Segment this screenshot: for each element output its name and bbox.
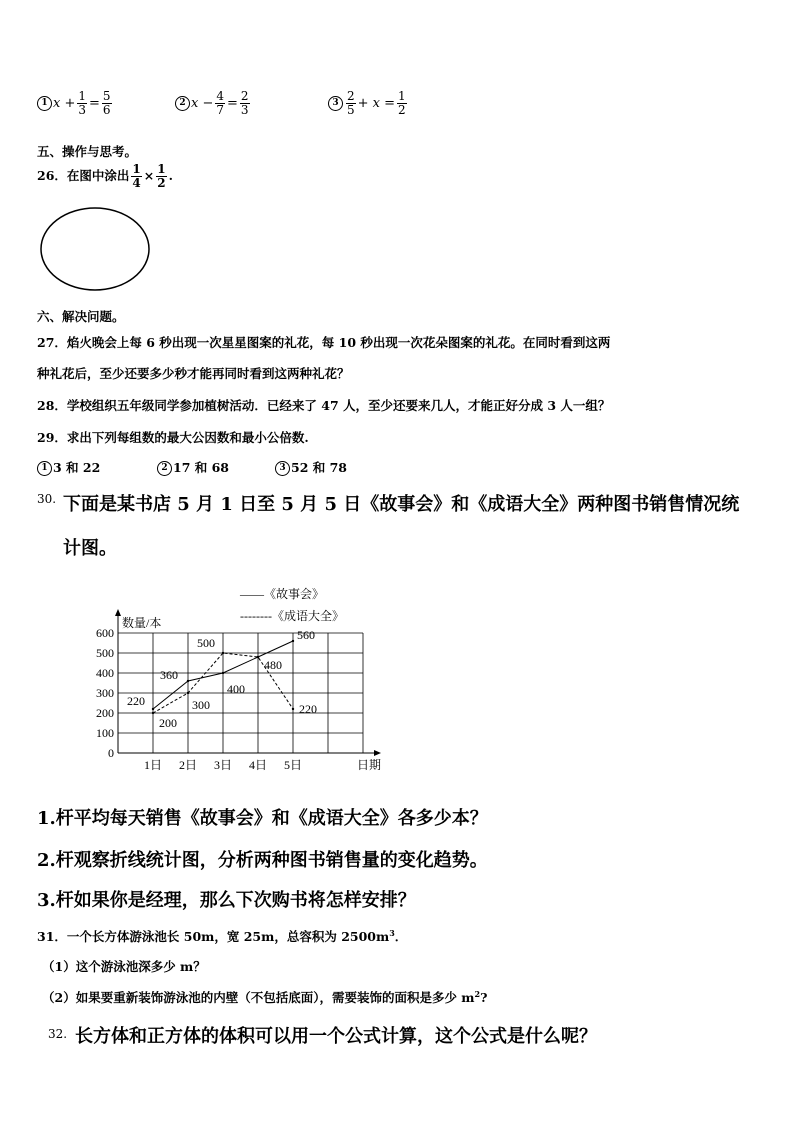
eq-mid: = xyxy=(89,96,100,111)
section-6-heading: 六、解决问题。 xyxy=(37,309,125,324)
eq-mid: = xyxy=(227,96,238,111)
y-tick-label: 300 xyxy=(96,686,114,700)
y-tick-label: 600 xyxy=(96,626,114,640)
data-label: 360 xyxy=(160,668,178,682)
data-label: 220 xyxy=(127,694,145,708)
series-point xyxy=(152,708,154,710)
x-axis-label: 日期 xyxy=(357,758,382,772)
section-5-heading: 五、操作与思考。 xyxy=(37,144,138,159)
question-30-line1: 下面是某书店 5 月 1 日至 5 月 5 日《故事会》和《成语大全》两种图书销售情况统 xyxy=(63,494,740,515)
equation-2 xyxy=(175,90,252,117)
ellipse-figure xyxy=(38,205,153,295)
series-point xyxy=(187,680,189,682)
data-label: 500 xyxy=(197,636,215,650)
question-31-part1: （1）这个游泳池深多少 m？ xyxy=(42,959,206,974)
question-30-line2: 计图。 xyxy=(63,538,117,559)
question-26: 26．在图中涂出 $\frac{1}{4}$ × $\frac{1}{2}$ . xyxy=(37,162,173,190)
q30-number: 30. xyxy=(37,492,57,506)
eq-pre: x + xyxy=(53,96,76,111)
series-point xyxy=(152,712,154,714)
q29-item-3: 3 52 和 78 xyxy=(275,458,347,476)
question-32: 长方体和正方体的体积可以用一个公式计算，这个公式是什么呢？ xyxy=(75,1026,597,1047)
number-badge: 1 xyxy=(37,461,52,476)
equation-3 xyxy=(328,90,409,117)
x-axis-arrow xyxy=(374,750,381,756)
series-point xyxy=(292,640,294,642)
q29-item-2: 2 17 和 68 xyxy=(157,458,229,476)
data-label: 480 xyxy=(264,658,282,672)
data-label: 220 xyxy=(299,702,317,716)
line-chart xyxy=(80,580,400,775)
number-badge: 2 xyxy=(157,461,172,476)
fraction: $\frac{1}{3}$ xyxy=(78,89,86,117)
number-badge: 1 xyxy=(37,96,52,111)
y-tick-label: 200 xyxy=(96,706,114,720)
q26-prefix: 26．在图中涂出 xyxy=(37,168,130,183)
y-tick-label: 0 xyxy=(108,746,114,760)
legend-entry: --------《成语大全》 xyxy=(240,609,344,623)
y-tick-label: 100 xyxy=(96,726,114,740)
y-tick-label: 400 xyxy=(96,666,114,680)
eq-pre: x − xyxy=(191,96,214,111)
fraction: $\frac{1}{2}$ xyxy=(398,89,406,117)
question-29: 29．求出下列每组数的最大公因数和最小公倍数. xyxy=(37,430,309,445)
fraction: $\frac{1}{4}$ xyxy=(132,162,141,190)
fraction: $\frac{4}{7}$ xyxy=(216,89,224,117)
eq-mid: + x = xyxy=(357,96,396,111)
x-tick-label: 3日 xyxy=(213,758,233,772)
sub-question-3: 3.杆如果你是经理，那么下次购书将怎样安排？ xyxy=(37,890,416,911)
y-tick-label: 500 xyxy=(96,646,114,660)
x-tick-label: 5日 xyxy=(283,758,303,772)
data-label: 200 xyxy=(159,716,177,730)
fraction: $\frac{2}{3}$ xyxy=(240,89,249,117)
y-axis-arrow xyxy=(115,609,121,616)
question-27-line2: 种礼花后，至少还要多少秒才能再同时看到这两种礼花？ xyxy=(37,366,350,381)
chart-legend xyxy=(239,586,344,623)
series-point xyxy=(292,708,294,710)
series-point xyxy=(222,652,224,654)
data-label: 400 xyxy=(227,682,245,696)
sub-question-1: 1.杆平均每天销售《故事会》和《成语大全》各多少本？ xyxy=(37,808,488,829)
series-point xyxy=(187,692,189,694)
fraction: $\frac{1}{2}$ xyxy=(157,162,166,190)
number-badge: 3 xyxy=(275,461,290,476)
question-27-line1: 27．焰火晚会上每 6 秒出现一次星星图案的礼花，每 10 秒出现一次花朵图案的礼花。在同时看到这两 xyxy=(37,335,611,350)
number-badge: 2 xyxy=(175,96,190,111)
data-label: 560 xyxy=(297,628,315,642)
data-label: 300 xyxy=(192,698,210,712)
fraction: $\frac{2}{5}$ xyxy=(347,89,355,117)
equation-1 xyxy=(37,90,114,117)
y-axis-label: 数量/本 xyxy=(122,616,162,630)
question-28: 28．学校组织五年级同学参加植树活动．已经来了 47 人，至少还要来几人，才能正好分成 3 人一组？ xyxy=(37,398,611,413)
series-point xyxy=(257,656,259,658)
times-sign: × xyxy=(143,168,155,183)
q29-item-1: 1 3 和 22 xyxy=(37,458,100,476)
x-tick-label: 2日 xyxy=(178,758,198,772)
x-tick-label: 1日 xyxy=(143,758,163,772)
legend-entry: ——《故事会》 xyxy=(240,587,325,601)
fraction: $\frac{5}{6}$ xyxy=(102,89,111,117)
sub-question-2: 2.杆观察折线统计图，分析两种图书销售量的变化趋势。 xyxy=(37,850,488,871)
number-badge: 3 xyxy=(328,96,343,111)
x-tick-label: 4日 xyxy=(248,758,268,772)
question-31: 31．一个长方体游泳池长 50m，宽 25m，总容积为 $2500m^3$． xyxy=(37,927,408,944)
series-point xyxy=(222,672,224,674)
question-31-part2: （2）如果要重新装饰游泳池的内壁（不包括底面），需要装饰的面积是多少 $m^2$? xyxy=(42,988,488,1005)
q32-number: 32. xyxy=(48,1027,68,1041)
